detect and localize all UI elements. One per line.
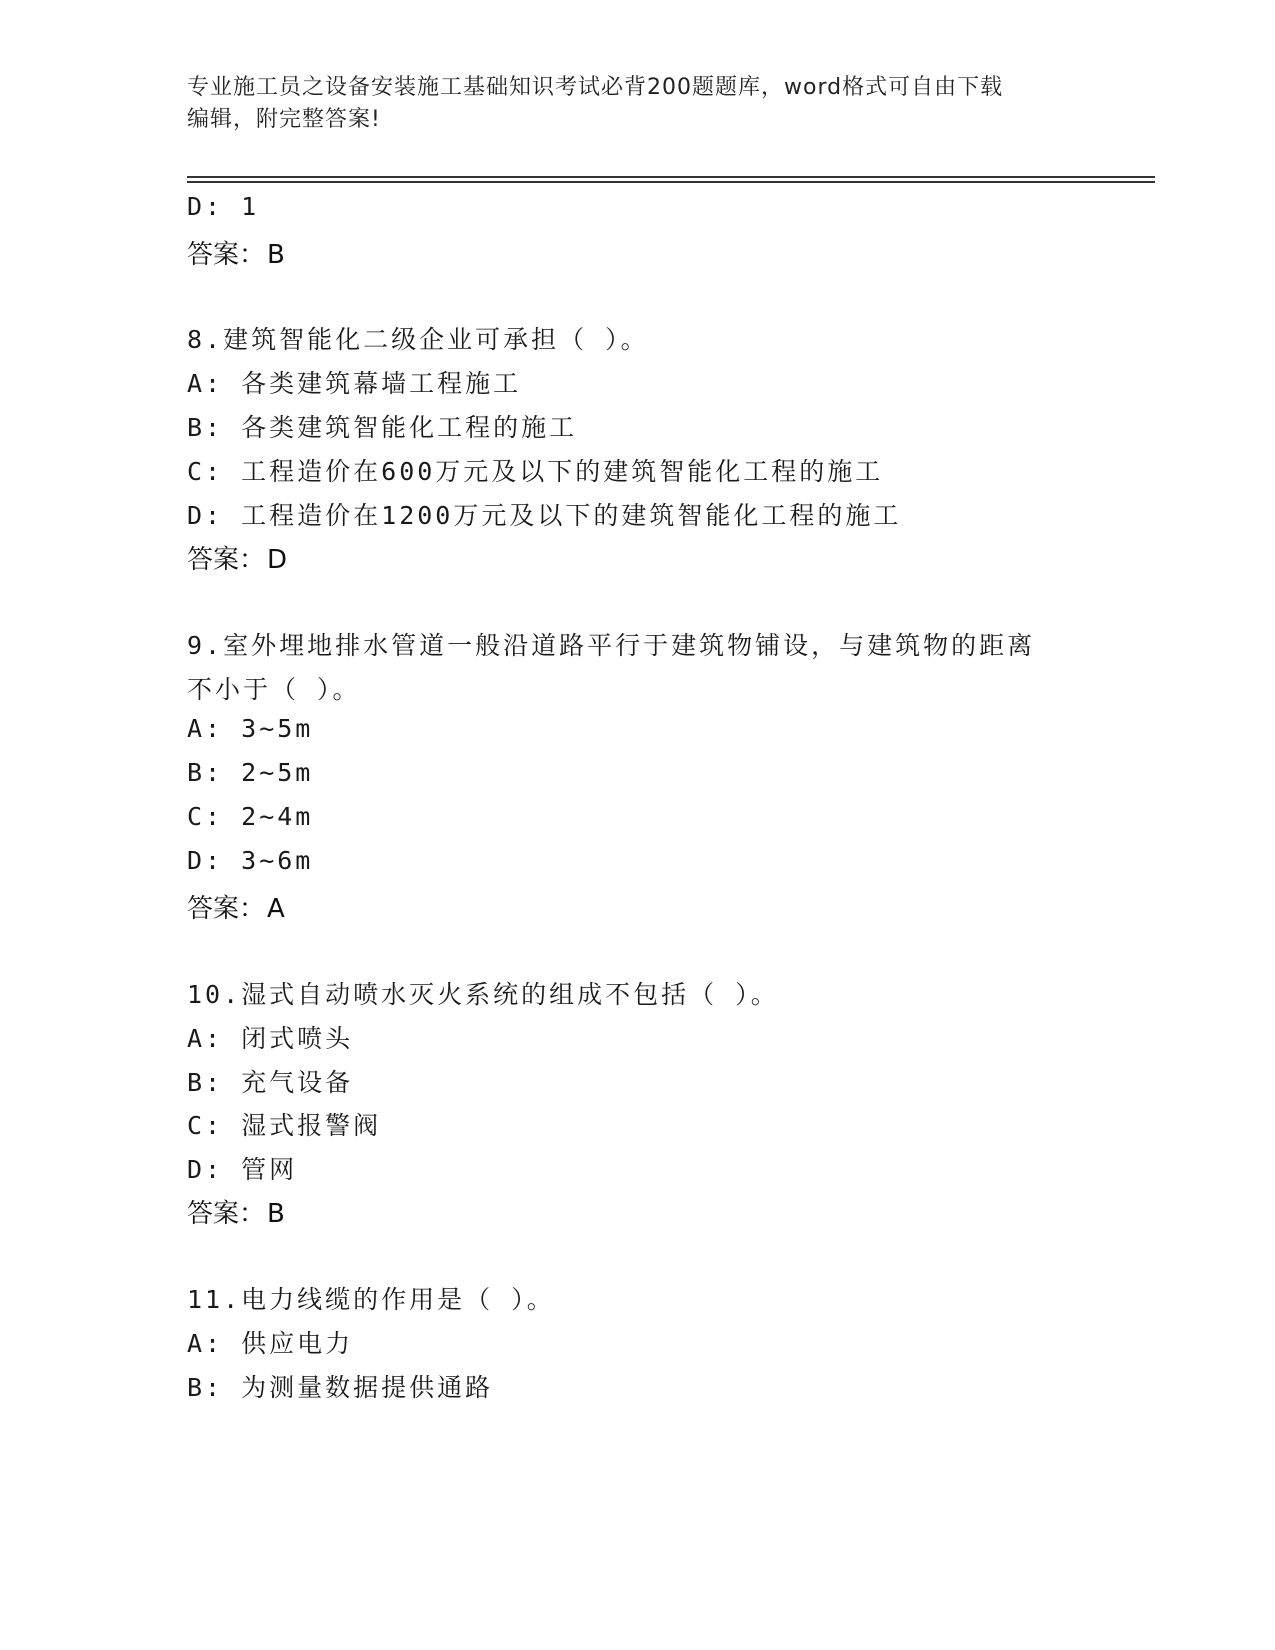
answer-label: 答案： (187, 240, 266, 270)
question-9-answer (187, 888, 285, 925)
question-10-option-d: D: 管网 (187, 1155, 298, 1184)
question-9-stem-line1: 9.室外埋地排水管道一般沿道路平行于建筑物铺设，与建筑物的距离 (187, 631, 1036, 660)
question-10-stem: 10.湿式自动喷水灭火系统的组成不包括（ ）。 (187, 980, 779, 1009)
answer-value: B (267, 240, 285, 270)
question-9-stem-line2: 不小于（ ）。 (187, 675, 361, 704)
question-11-option-b: B: 为测量数据提供通路 (187, 1373, 494, 1402)
question-8-option-c: C: 工程造价在600万元及以下的建筑智能化工程的施工 (187, 457, 884, 486)
answer-label: 答案： (187, 894, 266, 924)
question-10-option-a: A: 闭式喷头 (187, 1024, 354, 1053)
document-header (187, 72, 1087, 136)
question-11-option-a: A: 供应电力 (187, 1329, 354, 1358)
header-title-line2: 编辑，附完整答案! (187, 107, 381, 132)
question-9-option-d: D: 3~6m (187, 846, 314, 875)
question-8-option-d: D: 工程造价在1200万元及以下的建筑智能化工程的施工 (187, 501, 902, 530)
answer-value: A (267, 894, 285, 924)
question-9-option-a: A: 3~5m (187, 714, 314, 743)
answer-label: 答案： (187, 1199, 266, 1229)
question-11-stem: 11.电力线缆的作用是（ ）。 (187, 1285, 555, 1314)
header-divider-top (187, 176, 1155, 178)
question-8-answer (187, 539, 287, 576)
question-10-option-c: C: 湿式报警阀 (187, 1111, 382, 1140)
question-8-stem: 8.建筑智能化二级企业可承担（ ）。 (187, 325, 649, 354)
answer-label: 答案： (187, 545, 266, 575)
header-title-line1: 专业施工员之设备安装施工基础知识考试必背200题题库，word格式可自由下载 (187, 75, 1004, 100)
question-8-option-b: B: 各类建筑智能化工程的施工 (187, 413, 578, 442)
question-9-option-b: B: 2~5m (187, 758, 314, 787)
answer-value: D (267, 545, 288, 575)
question-9-option-c: C: 2~4m (187, 802, 314, 831)
prev-option-d: D: 1 (187, 192, 260, 221)
prev-answer (187, 234, 285, 271)
question-10-answer (187, 1193, 285, 1230)
question-8-option-a: A: 各类建筑幕墙工程施工 (187, 369, 522, 398)
answer-value: B (267, 1199, 285, 1229)
header-divider-bottom (187, 181, 1155, 183)
question-10-option-b: B: 充气设备 (187, 1068, 354, 1097)
